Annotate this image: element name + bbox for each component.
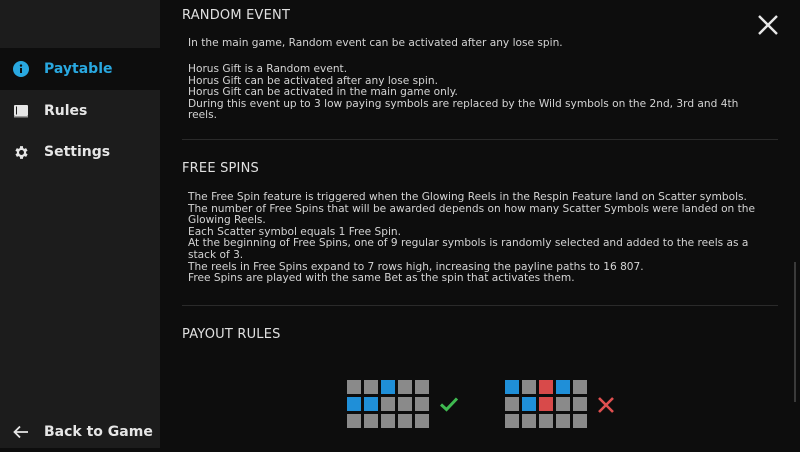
section-title-free-spins: FREE SPINS <box>182 161 259 176</box>
reel-cell-highlighted <box>505 380 519 394</box>
text-line: The Free Spin feature is triggered when the Glowing Reels in the Respin Feature land on Scatter symbols. <box>188 191 747 203</box>
section-title-payout-rules: PAYOUT RULES <box>182 327 281 342</box>
sidebar-item-settings[interactable] <box>0 131 160 173</box>
sidebar-item-label: Settings <box>44 144 111 160</box>
reel-cell <box>522 380 536 394</box>
section-title-random-event: RANDOM EVENT <box>182 8 291 23</box>
reel-cell <box>347 414 361 428</box>
close-icon <box>756 13 780 37</box>
reel-cell-highlighted <box>522 397 536 411</box>
scrollbar[interactable] <box>794 262 796 402</box>
sidebar <box>0 0 160 448</box>
random-event-intro: In the main game, Random event can be activated after any lose spin. <box>188 37 563 49</box>
reel-cell <box>398 397 412 411</box>
reel-cell <box>381 414 395 428</box>
reel-cell-highlighted <box>364 397 378 411</box>
reel-cell <box>398 414 412 428</box>
text-line: The reels in Free Spins expand to 7 rows high, increasing the payline paths to 16 807. <box>188 260 644 273</box>
reel-cell <box>415 380 429 394</box>
reel-cell <box>381 397 395 411</box>
reel-cell <box>364 380 378 394</box>
divider <box>182 305 778 306</box>
text-line: Horus Gift can be activated after any lose spin. <box>188 74 438 87</box>
reel-cell <box>522 414 536 428</box>
sidebar-item-paytable[interactable] <box>0 48 160 90</box>
text-line: At the beginning of Free Spins, one of 9 regular symbols is randomly selected and added to the reels as a stack of 3. <box>188 237 749 261</box>
paytable-content[interactable] <box>160 0 800 448</box>
sidebar-item-rules[interactable] <box>0 90 160 132</box>
reel-cell <box>539 414 553 428</box>
reel-cell-highlighted <box>347 397 361 411</box>
reel-cell-highlighted <box>556 380 570 394</box>
arrow-left-icon <box>12 423 30 441</box>
reel-cell <box>347 380 361 394</box>
reel-cell <box>364 414 378 428</box>
text-line: Each Scatter symbol equals 1 Free Spin. <box>188 225 402 238</box>
free-spins-text <box>188 192 768 285</box>
close-button[interactable] <box>756 13 780 37</box>
reel-cell-invalid <box>539 380 553 394</box>
reel-cell <box>573 397 587 411</box>
book-icon <box>12 102 30 120</box>
reel-cell <box>556 414 570 428</box>
reel-cell <box>415 397 429 411</box>
reel-cell <box>415 414 429 428</box>
text-line: During this event up to 3 low paying symbols are replaced by the Wild symbols on the 2nd, 3rd and 4th reels. <box>188 97 739 122</box>
info-icon <box>12 60 30 78</box>
cross-icon <box>597 396 615 414</box>
reel-cell <box>398 380 412 394</box>
text-line: Free Spins are played with the same Bet as the spin that activates them. <box>188 272 575 285</box>
reel-cell <box>556 397 570 411</box>
reel-cell <box>573 414 587 428</box>
gear-icon <box>12 143 30 161</box>
sidebar-item-label: Rules <box>44 103 88 119</box>
payout-example-win-grid <box>347 380 429 428</box>
reel-cell <box>505 397 519 411</box>
back-to-game-label: Back to Game <box>44 424 153 440</box>
reel-cell-highlighted <box>381 380 395 394</box>
text-line: Horus Gift is a Random event. <box>188 63 348 75</box>
back-to-game-button[interactable] <box>0 412 160 452</box>
random-event-text <box>188 64 768 122</box>
reel-cell-invalid <box>539 397 553 411</box>
check-icon <box>439 396 459 412</box>
payout-example-lose-grid <box>505 380 587 428</box>
text-line: Horus Gift can be activated in the main game only. <box>188 86 458 99</box>
text-line: The number of Free Spins that will be awarded depends on how many Scatter Symbols were landed on the Glowing Reels. <box>188 202 756 227</box>
reel-cell <box>505 414 519 428</box>
reel-cell <box>573 380 587 394</box>
sidebar-item-label: Paytable <box>44 61 113 77</box>
divider <box>182 139 778 140</box>
